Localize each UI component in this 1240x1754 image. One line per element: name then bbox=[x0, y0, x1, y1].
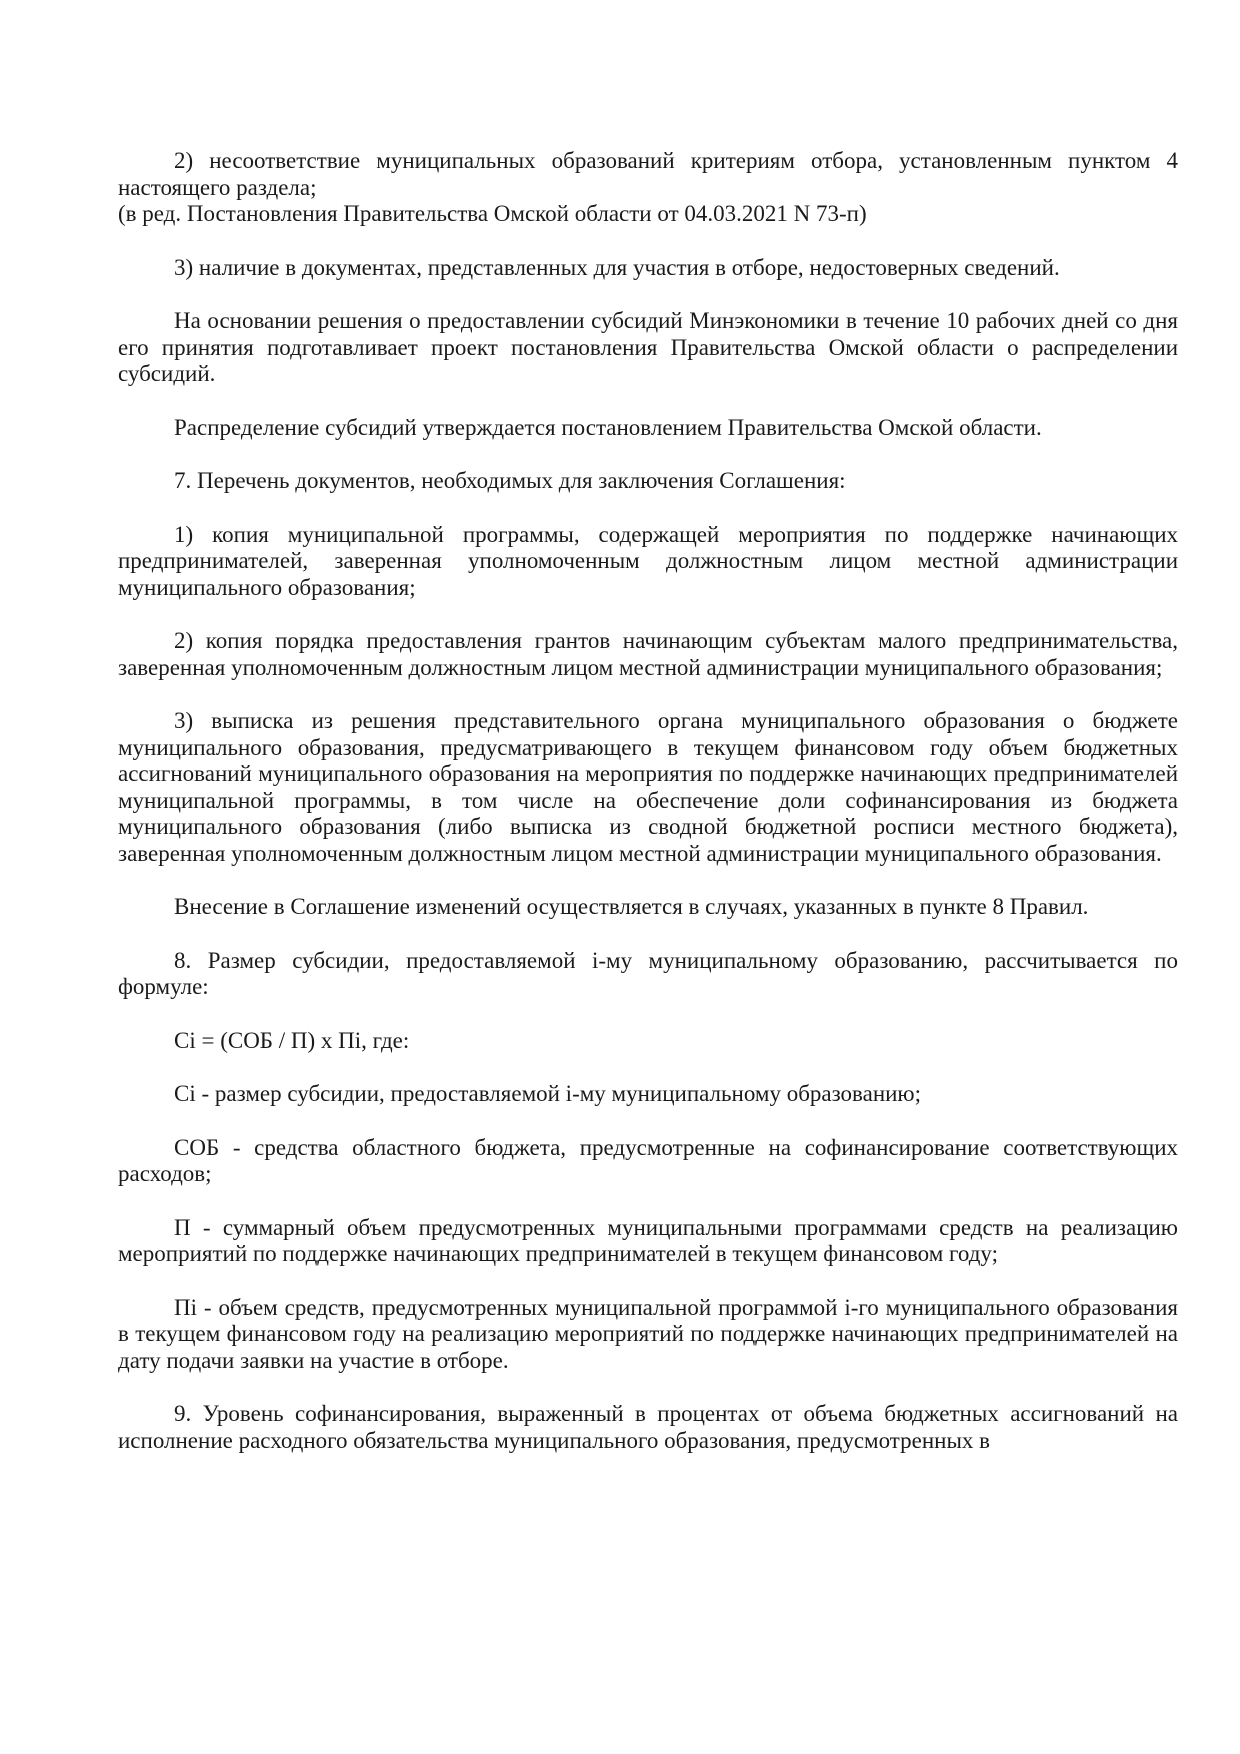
paragraph-section-8-heading: 8. Размер субсидии, предоставляемой i-му муниципальному образованию, рассчитывается по формуле: bbox=[118, 947, 1178, 999]
paragraph-section-9-heading: 9. Уровень софинансирования, выраженный в процентах от объема бюджетных ассигнований на исполнение расходного обязательства муниципального образования, предусмотренных в bbox=[118, 1401, 1178, 1453]
amendment-note: (в ред. Постановления Правительства Омской области от 04.03.2021 N 73-п) bbox=[118, 201, 867, 226]
paragraph-program-copy: 1) копия муниципальной программы, содержащей мероприятия по поддержке начинающих предпринимателей, заверенная уполномоченным должностным лицом местной администрации муниципального образования; bbox=[118, 521, 1178, 600]
paragraph-pi-definition: Пi - объем средств, предусмотренных муниципальной программой i-го муниципального образования в текущем финансовом году на реализацию мероприятий по поддержке начинающих предпринимателей на дату подачи заявки на участие в отборе. bbox=[118, 1294, 1178, 1373]
paragraph-false-info: 3) наличие в документах, представленных для участия в отборе, недостоверных сведений. bbox=[174, 254, 1060, 280]
paragraph-ci-definition: Ci - размер субсидии, предоставляемой i-му муниципальному образованию; bbox=[174, 1081, 922, 1106]
paragraph-agreement-changes: Внесение в Соглашение изменений осуществляется в случаях, указанных в пункте 8 Правил. bbox=[174, 894, 1089, 919]
paragraph-grant-order-copy: 2) копия порядка предоставления грантов начинающим субъектам малого предпринимательства, заверенная уполномоченным должностным лицом местной администрации муниципального образования; bbox=[118, 628, 1178, 680]
document-body bbox=[118, 148, 1178, 1454]
paragraph-formula: Ci = (СОБ / П) x Пi, где: bbox=[174, 1027, 410, 1053]
paragraph-section-7-heading: 7. Перечень документов, необходимых для заключения Соглашения: bbox=[174, 468, 846, 493]
paragraph-distribution: Распределение субсидий утверждается постановлением Правительства Омской области. bbox=[174, 414, 1042, 440]
paragraph-sob-definition: СОБ - средства областного бюджета, предусмотренные на софинансирование соответствующих расходов; bbox=[118, 1134, 1178, 1186]
paragraph-criteria-mismatch: 2) несоответствие муниципальных образований критериям отбора, установленным пунктом 4 настоящего раздела; bbox=[118, 148, 1178, 200]
paragraph-decision-basis: На основании решения о предоставлении субсидий Минэкономики в течение 10 рабочих дней со дня его принятия подготавливает проект постановления Правительства Омской области о распределении субсидий. bbox=[118, 308, 1178, 386]
paragraph-budget-extract: 3) выписка из решения представительного органа муниципального образования о бюджете муниципального образования, предусматривающего в текущем финансовом году объем бюджетных ассигнований муниципального образования на мероприятия по поддержке начинающих предпринимателей муниципальной программы, в том числе на обеспечение доли софинансирования из бюджета муниципального образования (либо выписка из сводной бюджетной росписи местного бюджета), заверенная уполномоченным должностным лицом местной администрации муниципального образования. bbox=[118, 708, 1178, 866]
paragraph-p-definition: П - суммарный объем предусмотренных муниципальными программами средств на реализацию мероприятий по поддержке начинающих предпринимателей в текущем финансовом году; bbox=[118, 1214, 1178, 1266]
